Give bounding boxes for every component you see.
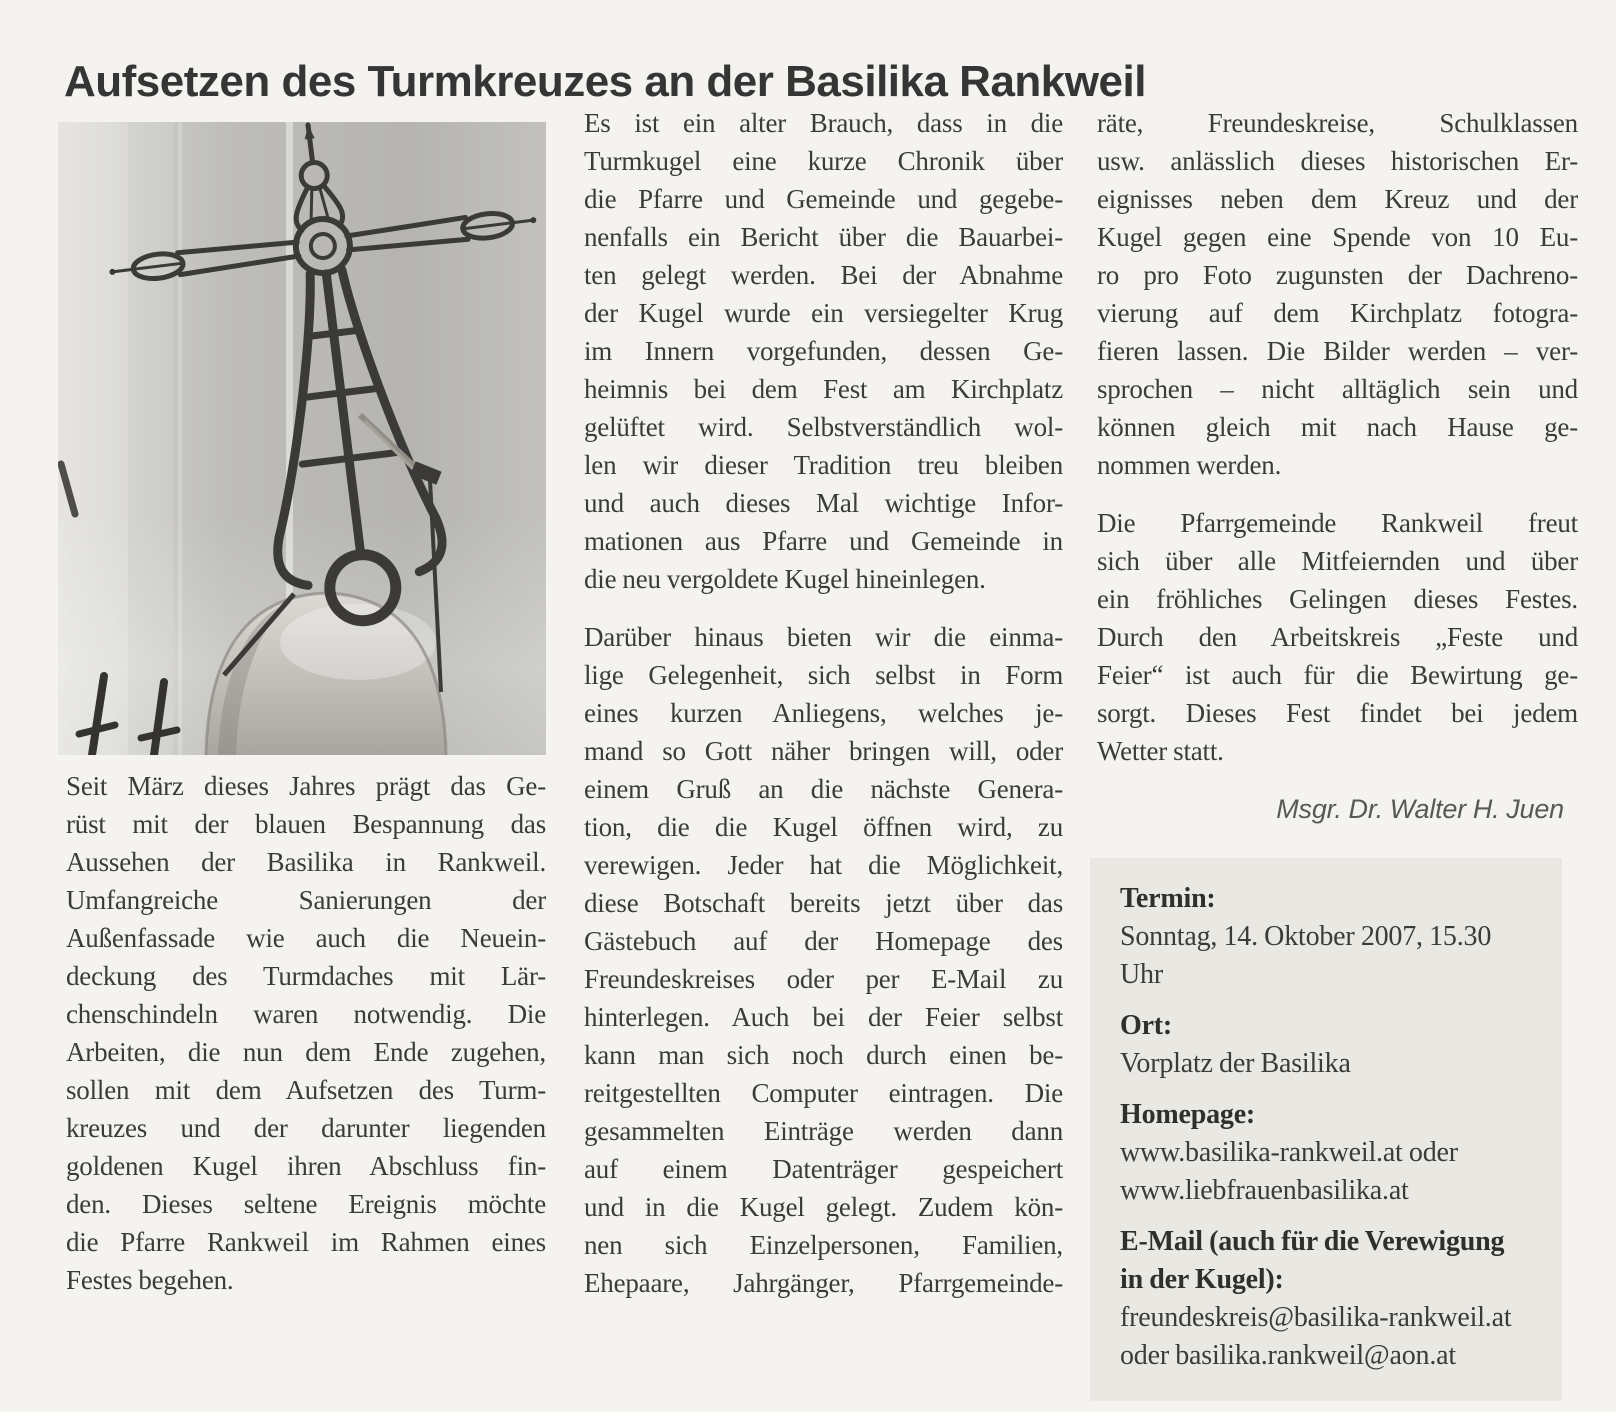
text-line: der Kugel wurde ein versiegelter Krug [584,298,1063,328]
text-line: lige Gelegenheit, sich selbst in Form [584,660,1063,690]
text-line: Außenfassade wie auch die Neuein- [66,923,546,953]
info-box-group [1120,1096,1532,1210]
info-box-group [1120,1007,1532,1083]
paragraph [1097,504,1578,770]
text-line: deckung des Turmdaches mit Lär- [66,961,546,991]
text-line: auf einem Datenträger gespeichert [584,1154,1063,1184]
text-line: chenschindeln waren notwendig. Die [66,999,546,1029]
text-line: sorgt. Dieses Fest findet bei jedem [1097,698,1578,728]
text-line: nommen werden. [1097,450,1282,480]
info-box-label: Homepage: [1120,1099,1256,1130]
text-line: Seit März dieses Jahres prägt das Ge- [66,771,546,801]
text-line: Freundeskreises oder per E-Mail zu [584,964,1063,994]
text-line: Festes begehen. [66,1265,234,1295]
text-line: mationen aus Pfarre und Gemeinde in [584,526,1063,556]
text-line: den. Dieses seltene Ereignis möchte [66,1189,546,1219]
info-box-label: E-Mail (auch für die Verewigung [1120,1226,1505,1257]
text-line: kann man sich noch durch einen be- [584,1040,1063,1070]
text-line: kreuzes und der darunter liegenden [66,1113,546,1143]
text-line: sich über alle Mitfeiernden und über [1097,546,1578,576]
text-line: heimnis bei dem Fest am Kirchplatz [584,374,1063,404]
info-box-group [1120,1223,1532,1375]
info-box-value: Vorplatz der Basilika [1120,1048,1351,1079]
paragraph [584,618,1063,1302]
paragraph [1097,104,1578,484]
column-left [66,122,546,1319]
info-box-value: www.liebfrauenbasilika.at [1120,1175,1409,1206]
text-line: hinterlegen. Auch bei der Feier selbst [584,1002,1063,1032]
text-line: mand so Gott näher bringen will, oder [584,736,1063,766]
text-line: goldenen Kugel ihren Abschluss fin- [66,1151,546,1181]
text-line: Es ist ein alter Brauch, dass in die [584,108,1063,138]
text-line: usw. anlässlich dieses historischen Er- [1097,146,1578,176]
text-line: Die Pfarrgemeinde Rankweil freut [1097,508,1578,538]
text-line: len wir dieser Tradition treu bleiben [584,450,1063,480]
text-line: rüst mit der blauen Bespannung das [66,809,546,839]
text-line: eines kurzen Anliegens, welches je- [584,698,1063,728]
text-line: ro pro Foto zugunsten der Dachreno- [1097,260,1578,290]
text-line: Turmkugel eine kurze Chronik über [584,146,1063,176]
text-line: die Pfarre und Gemeinde und gegebe- [584,184,1063,214]
text-line: Aussehen der Basilika in Rankweil. [66,847,546,877]
article-title: Aufsetzen des Turmkreuzes an der Basilika Rankweil [64,57,1146,107]
info-box-label: Termin: [1120,883,1216,914]
text-line: Feier“ ist auch für die Bewirtung ge- [1097,660,1578,690]
text-line: die neu vergoldete Kugel hineinlegen. [584,564,986,594]
column-right [1097,104,1578,1401]
text-line: einem Gruß an die nächste Genera- [584,774,1063,804]
info-box-value: freundeskreis@basilika-rankweil.at [1120,1302,1512,1333]
text-line: vierung auf dem Kirchplatz fotogra- [1097,298,1578,328]
photo-caption [66,767,546,1299]
text-line: reitgestellten Computer eintragen. Die [584,1078,1063,1108]
text-line: sprochen – nicht alltäglich sein und [1097,374,1578,404]
text-line: gesammelten Einträge werden dann [584,1116,1063,1146]
text-line: können gleich mit nach Hause ge- [1097,412,1578,442]
info-box-value: www.basilika-rankweil.at oder [1120,1137,1458,1168]
text-line: nen sich Einzelpersonen, Familien, [584,1230,1063,1260]
text-line: Durch den Arbeitskreis „Feste und [1097,622,1578,652]
article-photo [58,122,546,755]
text-line: fieren lassen. Die Bilder werden – ver- [1097,336,1578,366]
event-info-box [1090,858,1562,1401]
text-line: diese Botschaft bereits jetzt über das [584,888,1063,918]
info-box-label: in der Kugel): [1120,1264,1284,1295]
text-line: Umfangreiche Sanierungen der [66,885,546,915]
info-box-label: Ort: [1120,1010,1173,1041]
text-line: Kugel gegen eine Spende von 10 Eu- [1097,222,1578,252]
text-line: räte, Freundeskreise, Schulklassen [1097,108,1578,138]
text-line: im Innern vorgefunden, dessen Ge- [584,336,1063,366]
text-line: Wetter statt. [1097,736,1224,766]
text-line: sollen mit dem Aufsetzen des Turm- [66,1075,546,1105]
text-line: gelüftet wird. Selbstverständlich wol- [584,412,1063,442]
paragraph [584,104,1063,598]
text-line: ten gelegt werden. Bei der Abnahme [584,260,1063,290]
column-middle [584,104,1063,1322]
column-right-text [1097,104,1578,770]
tower-cross-photo-illustration [58,122,546,755]
info-box-group [1120,880,1532,994]
text-line: die Pfarre Rankweil im Rahmen eines [66,1227,546,1257]
text-line: eignisses neben dem Kreuz und der [1097,184,1578,214]
text-line: nenfalls ein Bericht über die Bauarbei- [584,222,1063,252]
text-line: Arbeiten, die nun dem Ende zugehen, [66,1037,546,1067]
text-line: ein fröhliches Gelingen dieses Festes. [1097,584,1578,614]
text-line: und auch dieses Mal wichtige Infor- [584,488,1063,518]
author-byline: Msgr. Dr. Walter H. Juen [1276,794,1564,824]
text-line: Darüber hinaus bieten wir die einma- [584,622,1063,652]
text-line: Gästebuch auf der Homepage des [584,926,1063,956]
text-line: tion, die die Kugel öffnen wird, zu [584,812,1063,842]
text-line: und in die Kugel gelegt. Zudem kön- [584,1192,1063,1222]
info-box-value: oder basilika.rankweil@aon.at [1120,1340,1456,1371]
text-line: verewigen. Jeder hat die Möglichkeit, [584,850,1063,880]
info-box-value: Sonntag, 14. Oktober 2007, 15.30 Uhr [1120,921,1492,990]
paragraph [66,767,546,1299]
text-line: Ehepaare, Jahrgänger, Pfarrgemeinde- [584,1268,1063,1298]
